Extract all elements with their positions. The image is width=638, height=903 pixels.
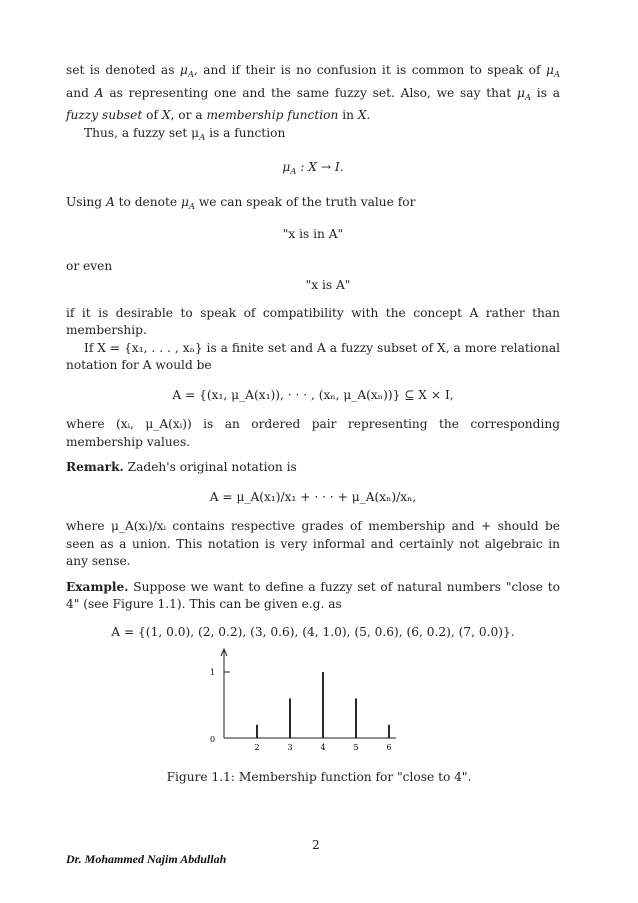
x-tick-label: 6 — [386, 743, 392, 752]
paragraph-3: Using A to denote $\mu_A$ we can speak of the truth value for — [66, 194, 416, 212]
equation-2: A = {(x₁, μ_A(x₁)), · · · , (xₙ, μ_A(xₙ))} ⊆ X × I, — [172, 387, 454, 402]
x-tick-label: 4 — [320, 743, 326, 752]
paragraph-7: where (xᵢ, μ_A(xᵢ)) is an ordered pair representing the corresponding membership values. — [66, 417, 560, 449]
equation-4: A = {(1, 0.0), (2, 0.2), (3, 0.6), (4, 1.0), (5, 0.6), (6, 0.2), (7, 0.0)}. — [111, 624, 515, 639]
author-footer: Dr. Mohammed Najim Abdullah — [66, 852, 227, 866]
remark: Remark. Zadeh's original notation is — [66, 460, 297, 474]
equation-1: $\mu_A$ : X → I. — [282, 160, 344, 177]
quote-x-is-a: "x is A" — [305, 278, 351, 292]
paragraph-4: or even — [66, 258, 113, 273]
x-tick-label: 2 — [254, 743, 260, 752]
y-tick-label: 1 — [210, 668, 216, 677]
example-label: Example. — [66, 579, 129, 594]
paragraph-6: If X = {x₁, . . . , xₙ} is a finite set and A a fuzzy subset of X, a more relational notation for A would be — [66, 340, 560, 372]
x-tick-label: 5 — [353, 743, 359, 752]
paragraph-5: if it is desirable to speak of compatibility with the concept A rather than membership. — [66, 305, 560, 337]
membership-chart — [200, 640, 400, 760]
equation-3: A = μ_A(x₁)/x₁ + · · · + μ_A(xₙ)/xₙ, — [209, 489, 417, 504]
membership-chart-svg — [200, 640, 400, 760]
paragraph-1: set is denoted as $\mu_A$, and if their is no confusion it is common to speak of $\mu_A$ and A as representing one and the same fuzzy set. Also, we say that $\mu_A$ is a fuzzy subset of X, or a membership function in X. — [66, 63, 561, 122]
remark-label: Remark. — [66, 460, 124, 474]
paragraph-8: where μ_A(xᵢ)/xᵢ contains respective grades of membership and + should be seen as a union. This notation is very informal and certainly not algebraic in any sense. — [66, 519, 560, 568]
figure-caption: Figure 1.1: Membership function for "close to 4". — [166, 770, 472, 784]
example: Example. Suppose we want to define a fuzzy set of natural numbers "close to 4" (see Figure 1.1). This can be given e.g. as — [66, 579, 560, 611]
y-tick-label: 0 — [210, 735, 216, 744]
quote-x-is-in-a: "x is in A" — [282, 227, 344, 241]
paragraph-2: Thus, a fuzzy set $\mu_A$ is a function — [84, 125, 286, 143]
x-tick-label: 3 — [287, 743, 293, 752]
page-body — [66, 62, 560, 649]
page-number: 2 — [312, 838, 320, 852]
